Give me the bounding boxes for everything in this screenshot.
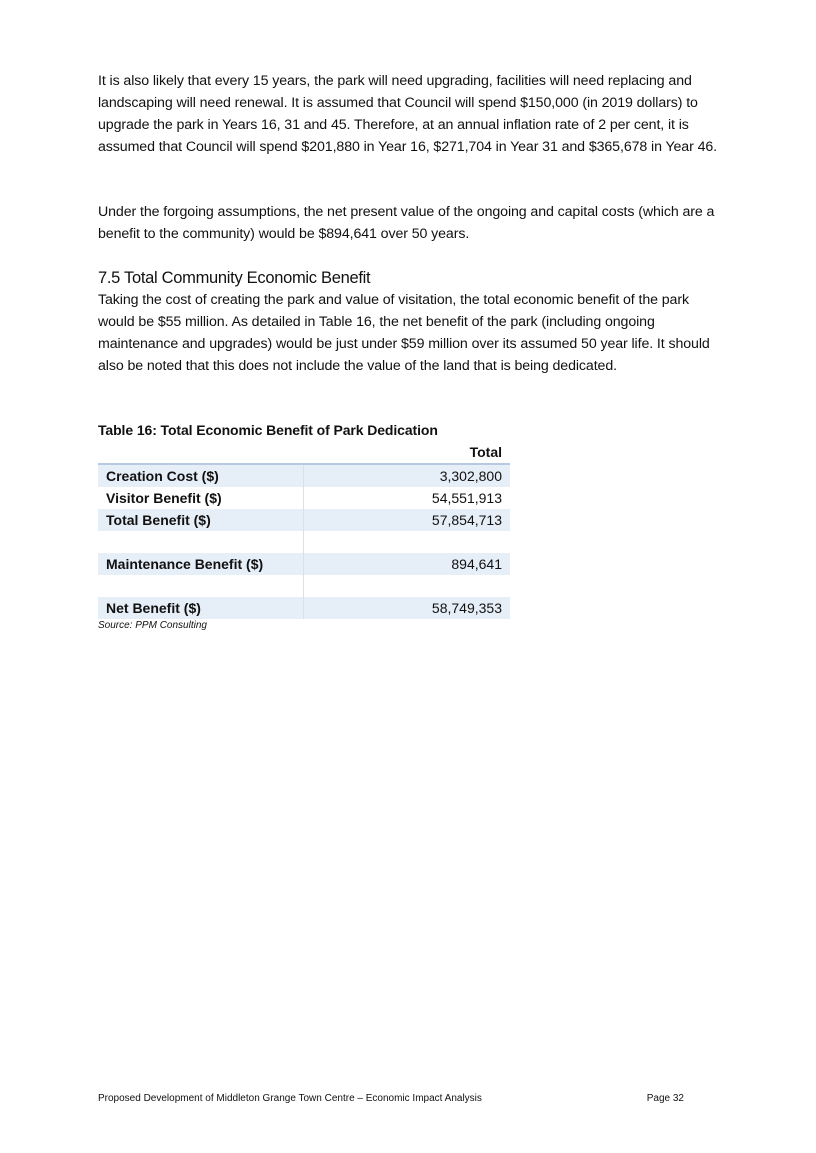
footer-document-title: Proposed Development of Middleton Grange Town Centre – Economic Impact Analysis [98, 1093, 482, 1104]
row-value [304, 531, 510, 553]
row-label: Visitor Benefit ($) [98, 487, 304, 509]
table-row [98, 465, 510, 487]
footer-page-number: Page 32 [646, 1093, 684, 1104]
row-label: Total Benefit ($) [98, 509, 304, 531]
row-value: 58,749,353 [431, 600, 502, 616]
page-footer [98, 1092, 684, 1106]
row-label: Net Benefit ($) [98, 597, 304, 619]
table-source-note: Source: PPM Consulting [98, 620, 207, 631]
row-value: 3,302,800 [439, 468, 502, 484]
row-label: Creation Cost ($) [98, 465, 304, 487]
table-row [98, 509, 510, 531]
body-paragraph-net-present-value: Under the forgoing assumptions, the net present value of the ongoing and capital costs (which are a benefit to the community) would be $894,641 over 50 years. [98, 204, 715, 242]
section-heading: 7.5 Total Community Economic Benefit [98, 269, 371, 287]
body-paragraph-upgrade-costs: It is also likely that every 15 years, the park will need upgrading, facilities will need replacing and landscaping will need renewal. It is assumed that Council will spend $150,000 (in 2019 dollars) to upgrade the park in Years 16, 31 and 45. Therefore, at an annual inflation rate of 2 per cent, it is assumed that Council will spend $201,880 in Year 16, $271,704 in Year 31 and $365,678 in Year 46. [98, 73, 717, 155]
row-value [304, 575, 510, 597]
table-row-spacer [98, 531, 510, 553]
row-value: 54,551,913 [431, 490, 502, 506]
table-column-header: Total [98, 441, 510, 465]
table-caption: Table 16: Total Economic Benefit of Park Dedication [98, 422, 438, 438]
table-row [98, 553, 510, 575]
table-row-spacer [98, 575, 510, 597]
row-label [98, 575, 304, 597]
row-value: 57,854,713 [431, 512, 502, 528]
row-label [98, 531, 304, 553]
row-value: 894,641 [451, 556, 502, 572]
economic-benefit-table [98, 441, 510, 633]
row-label: Maintenance Benefit ($) [98, 553, 304, 575]
table-row [98, 487, 510, 509]
table-row [98, 597, 510, 619]
body-paragraph-total-benefit: Taking the cost of creating the park and value of visitation, the total economic benefit of the park would be $55 million. As detailed in Table 16, the net benefit of the park (including ongoing maintenance and upgrades) would be just under $59 million over its assumed 50 year life. It should also be noted that this does not include the value of the land that is being dedicated. [98, 292, 710, 374]
